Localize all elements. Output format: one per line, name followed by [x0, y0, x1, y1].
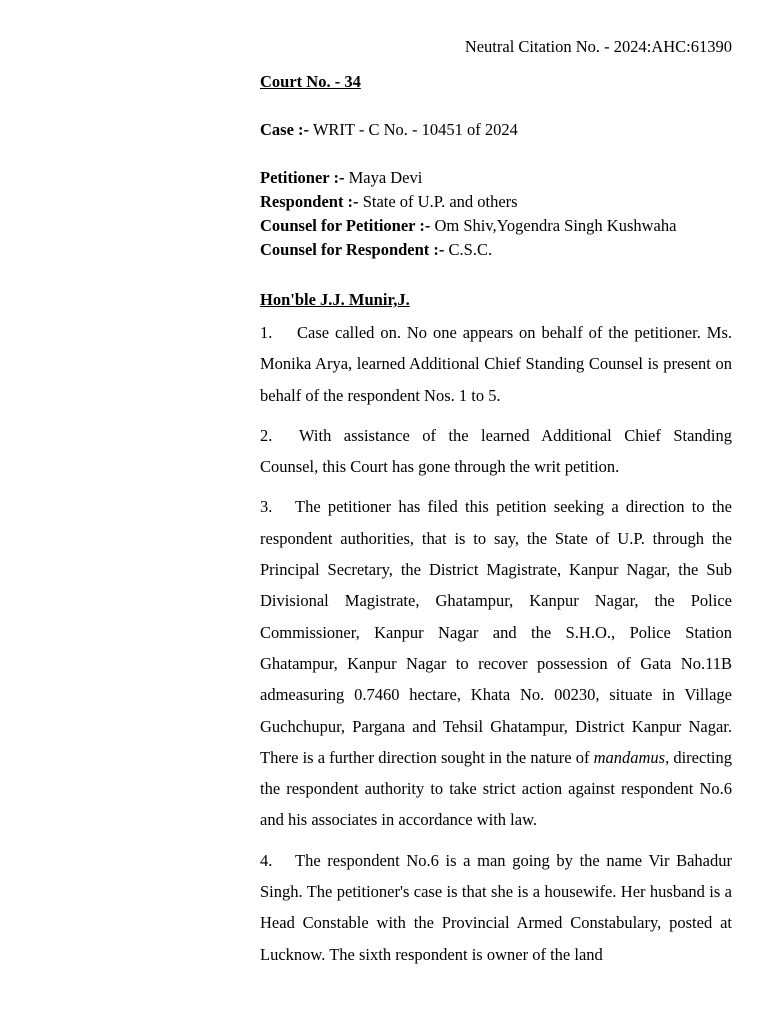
parties-block [260, 166, 732, 262]
case-line [260, 118, 732, 142]
petitioner-row [260, 166, 732, 190]
respondent-row [260, 190, 732, 214]
judge-name: Hon'ble J.J. Munir,J. [260, 290, 410, 309]
counsel-respondent-row [260, 238, 732, 262]
paragraph-text: Case called on. No one appears on behalf of the petitioner. Ms. Monika Arya, learned Additional Chief Standing Counsel is present on behalf of the respondent Nos. 1 to 5. [260, 323, 732, 405]
paragraph-number: 2. [260, 425, 273, 445]
paragraph-text: The respondent No.6 is a man going by the name Vir Bahadur Singh. The petitioner's case is that she is a housewife. Her husband is a Head Constable with the Provincial Armed Constabulary, posted at Lucknow. The sixth respondent is owner of the land [260, 850, 732, 964]
neutral-citation: Neutral Citation No. - 2024:AHC:61390 [464, 37, 732, 56]
counsel-petitioner-row [260, 214, 732, 238]
counsel-respondent-label: Counsel for Respondent :- [260, 240, 445, 259]
respondent-label: Respondent :- [260, 192, 359, 211]
paragraph-number: 3. [260, 497, 273, 517]
case-label: Case :- [260, 120, 310, 139]
paragraph-text: With assistance of the learned Additional Chief Standing Counsel, this Court has gone through the writ petition. [260, 425, 732, 477]
paragraph-3 [260, 491, 732, 835]
paragraph-text-continued: , directing the respondent authority to take strict action against respondent No.6 and his associates in accordance with law. [260, 747, 732, 830]
paragraph-text: The petitioner has filed this petition seeking a direction to the respondent authorities, that is to say, the State of U.P. through the Principal Secretary, the District Magistrate, Kanpur Nagar, the Sub Divisional Magistrate, Ghatampur, Kanpur Nagar, the Police Commissioner, Kanpur Nagar and the S.H.O., Police Station Ghatampur, Kanpur Nagar to recover possession of Gata No.11B admeasuring 0.7460 hectare, Khata No. 00230, situate in Village Guchchupur, Pargana and Tehsil Ghatampur, District Kanpur Nagar. There is a further direction sought in the nature of [260, 497, 732, 767]
petitioner-label: Petitioner :- [260, 168, 345, 187]
counsel-respondent-value: C.S.C. [444, 240, 493, 259]
paragraph-italic-term: mandamus [593, 747, 666, 767]
paragraph-number: 1. [260, 323, 273, 342]
court-number: Court No. - 34 [260, 72, 361, 91]
paragraph-1 [260, 317, 732, 411]
respondent-value: State of U.P. and others [358, 192, 518, 211]
case-value: WRIT - C No. - 10451 of 2024 [309, 120, 518, 139]
paragraph-2 [260, 420, 732, 483]
counsel-petitioner-value: Om Shiv,Yogendra Singh Kushwaha [430, 216, 677, 235]
counsel-petitioner-label: Counsel for Petitioner :- [260, 216, 431, 235]
paragraph-4 [260, 845, 732, 970]
paragraph-number: 4. [260, 850, 273, 870]
judgment-body [260, 70, 732, 970]
petitioner-value: Maya Devi [344, 168, 423, 187]
